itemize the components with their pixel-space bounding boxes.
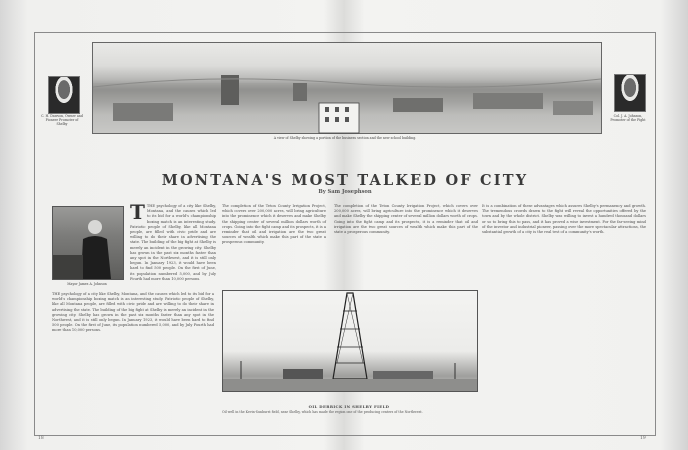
inset-photo-caption: Mayor James A. Johnson — [67, 282, 107, 286]
portrait-right-caption: Col. J. A. Johnson, Promoter of the Fight — [610, 114, 646, 122]
panorama-caption: A view of Shelby showing a portion of the business section and the new school building. — [273, 136, 417, 140]
article-column-1-continued: THE psychology of a city like Shelby, Montana, and the causes which led to its bid for a world's championship boxing match is an interesting study. Patriotic people of Shelby, like all Montana people, are filled with civic pride and are willing to do their share in advertising the state. The building of the big fight at Shelby is merely an incident in the growing city. Shelby has grown in the past six months faster than any spot in the Northwest, and it is still only begun. In January 1923, it would have been hard to find 500 people. On the first of June, its population numbered 5,000, and by July Fourth had more than 10,000 persons. — [52, 292, 214, 333]
article-column-4-text: It is a combination of these advantages which assures Shelby's permanency and growth. The tremendous crowds drawn to the fight will reveal the opportunities offered by the town and by the whole district. Shelby was willing to invest a hundred thousand dollars or so to bring this to pass, and it has proved a wise investment. For the far-seeing mind of the investor and industrial pioneer, passing over the more spectacular attractions, the substantial growth of a city is the real test of a community's worth. — [482, 204, 646, 235]
headline: MONTANA'S MOST TALKED OF CITY — [161, 172, 529, 189]
oil-derrick-title: OIL DERRICK IN SHELBY FIELD — [308, 404, 390, 409]
oil-derrick-image — [223, 291, 477, 391]
inset-photo-image — [53, 207, 123, 279]
page-number-left: 18 — [38, 436, 44, 441]
article-column-2-text: The completion of the Teton County Irrigation Project, which covers over 200,000 acres, will bring agriculture into the prominence which it deserves and make Shelby the shipping center of several million dollars worth of crops. Going into the fight camp and its prospects, it is a reminder that oil and irrigation are the two great sources of wealth which make this part of the state a prosperous community. — [222, 204, 326, 245]
inset-photo — [52, 206, 124, 280]
article-column-1-top — [130, 200, 216, 281]
article-column-3-top-text: The completion of the Teton County Irrigation Project, which covers over 200,000 acres, will bring agriculture into the prominence which it deserves and make Shelby the shipping center of several million dollars worth of crops. Going into the fight camp and its prospects, it is a reminder that oil and irrigation are the two great sources of wealth which make this part of the state a prosperous community. — [334, 204, 478, 235]
oil-derrick-caption: Oil well in the Kevin-Sunburst field, near Shelby, which has made the region one of the producing centers of the Northwest. — [222, 410, 423, 414]
article-column-1-text: THE psychology of a city like Shelby, Montana, and the causes which led to its bid for a world's championship boxing match is an interesting study. Patriotic people of Shelby, like all Montana people, are filled with civic pride and are willing to do their share in advertising the state. The building of the big fight at Shelby is merely an incident in the growing city. Shelby has grown in the past six months faster than any spot in the Northwest, and it is still only begun. In January 1923, it would have been hard to find 500 people. On the first of June, its population numbered 5,000, and by July Fourth had more than 10,000 persons. — [130, 204, 216, 281]
panorama-photo — [92, 42, 602, 134]
article-column-3-top — [334, 204, 478, 284]
panorama-image — [93, 43, 601, 133]
portrait-left — [48, 76, 80, 114]
article-column-4 — [482, 204, 646, 424]
oil-derrick-photo — [222, 290, 478, 392]
article-column-2 — [222, 204, 326, 284]
article-column-1-bottom — [52, 292, 214, 422]
drop-cap: T — [130, 200, 145, 224]
portrait-left-caption: C. H. Dawson, Owner and Pioneer Promoter of Shelby — [41, 114, 83, 126]
page-number-right: 19 — [640, 436, 646, 441]
byline: By Sam Josephson — [318, 189, 372, 195]
portrait-right — [614, 74, 646, 112]
